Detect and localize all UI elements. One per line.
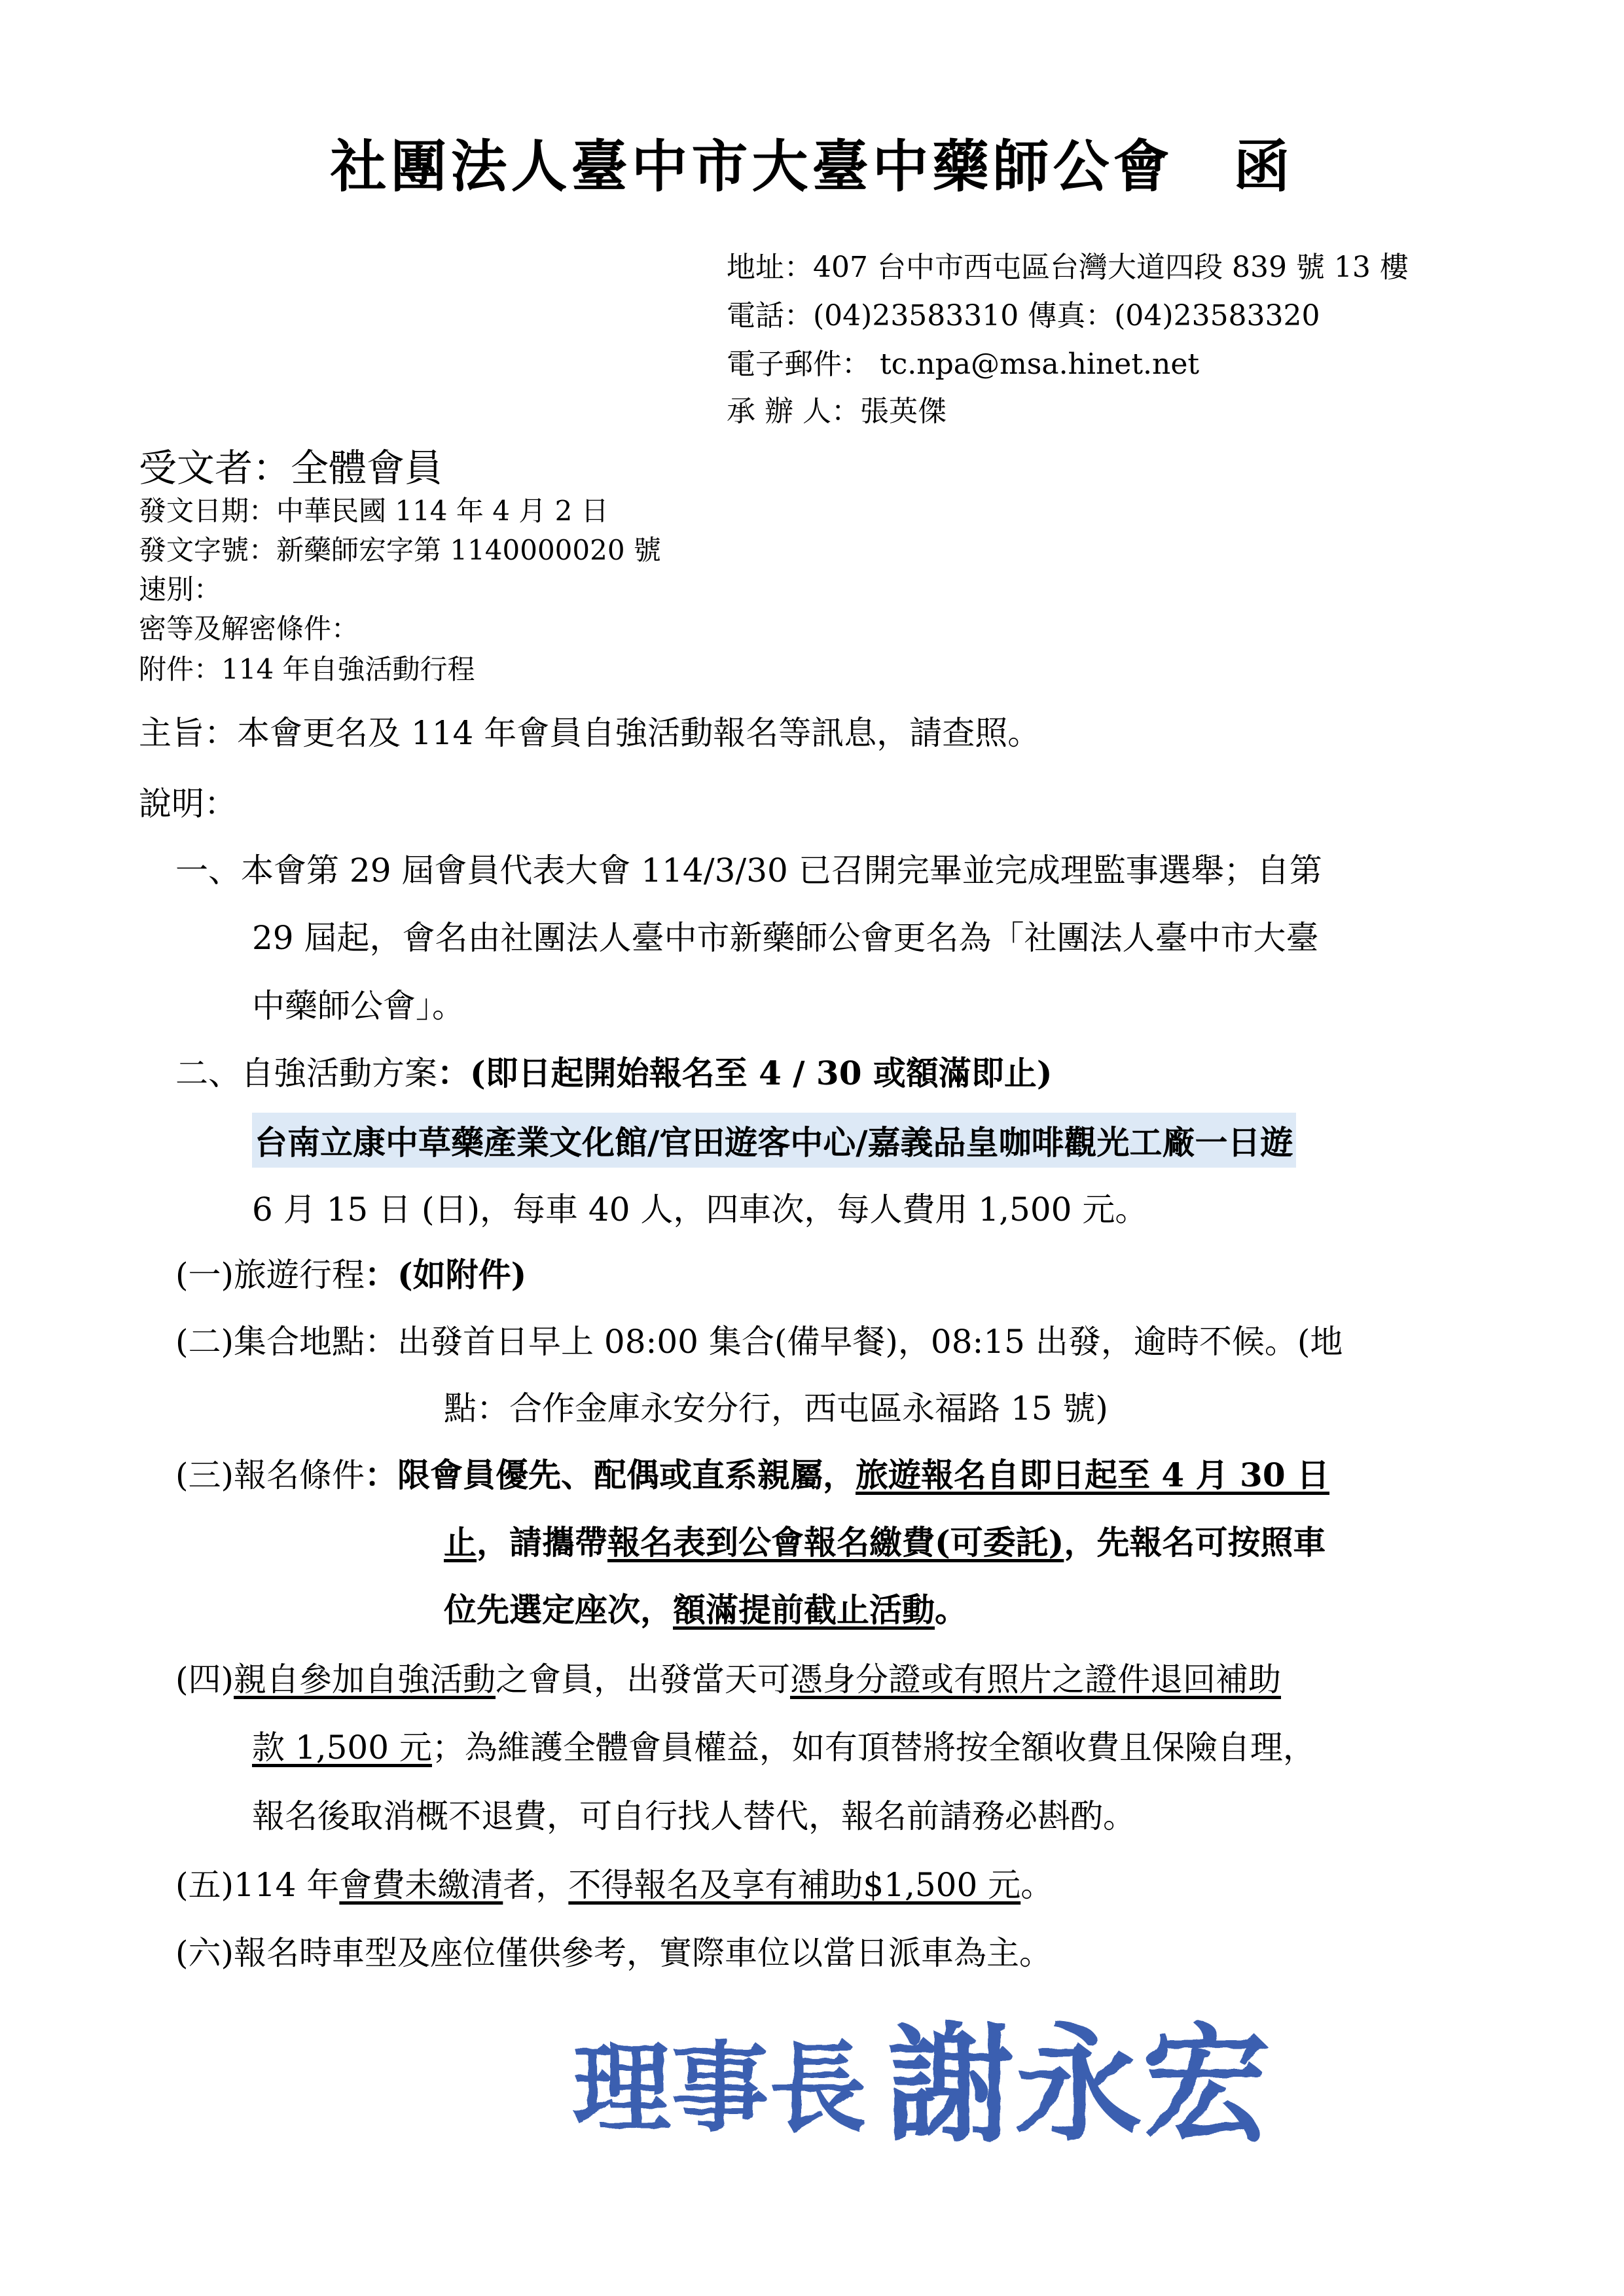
sub-item-2-line-2: 點：合作金庫永安分行，西屯區永福路 15 號)	[444, 1390, 1108, 1427]
sub-item-1	[175, 1249, 526, 1296]
seal-name-chars: 謝永宏	[887, 2013, 1270, 2150]
sub-3-l3-ul: 額滿提前截止活動	[673, 1590, 935, 1629]
item-2-prefix: 二、自強活動方案	[175, 1054, 437, 1092]
sub-4-l2-rest: ；為維護全體會員權益，如有頂替將按全額收費且保險自理，	[431, 1729, 1316, 1767]
sub-3-prefix: (三)報名條件	[175, 1456, 365, 1494]
subject-line: 主旨：本會更名及 114 年會員自強活動報名等訊息，請查照。	[139, 714, 1041, 752]
sub-3-l2-ul-1: 止	[444, 1523, 477, 1562]
item-1-line-2: 29 屆起，會名由社團法人臺中市新藥師公會更名為「社團法人臺中市大臺	[252, 919, 1319, 957]
sub-4-ul-2: 憑身分證或有照片之證件退回補助	[790, 1660, 1282, 1698]
sub-item-4-line-2	[252, 1721, 1316, 1768]
sub-3-bold-underline-1: 旅遊報名自即日起至 4 月 30 日	[856, 1456, 1330, 1494]
sub-item-5	[175, 1859, 1053, 1906]
recipient: 受文者：全體會員	[139, 446, 443, 490]
speed-class: 速別：	[139, 573, 222, 605]
email-line: 電子郵件： tc.npa@msa.hinet.net	[727, 348, 1200, 381]
sub-item-3-line-2	[444, 1516, 1326, 1564]
sub-3-l2-b-2: ，先報名可按照車	[1064, 1523, 1326, 1562]
sub-item-3-line-1	[175, 1449, 1329, 1496]
sub-5-prefix: (五)114 年	[175, 1866, 340, 1904]
document-title: 社團法人臺中市大臺中藥師公會 函	[330, 134, 1294, 200]
sub-item-2-line-1: (二)集合地點：出發首日早上 08:00 集合(備早餐)，08:15 出發，逾時不候。(地	[175, 1323, 1343, 1361]
issue-date: 發文日期：中華民國 114 年 4 月 2 日	[139, 495, 609, 527]
sub-4-mid: 之會員，出發當天可	[496, 1660, 791, 1698]
sub-5-mid: 者，	[503, 1866, 569, 1904]
document-number: 發文字號：新藥師宏字第 1140000020 號	[139, 534, 661, 566]
sub-item-3-line-3	[444, 1584, 967, 1631]
seal-title-chars: 理事長	[573, 2031, 868, 2146]
sub-3-l3-b-1: 位先選定座次，	[444, 1590, 673, 1629]
handler-line: 承 辦 人：張英傑	[727, 395, 947, 428]
address-line: 地址：407 台中市西屯區台灣大道四段 839 號 13 樓	[727, 251, 1409, 284]
sub-item-4-line-3: 報名後取消概不退費，可自行找人替代，報名前請務必斟酌。	[252, 1797, 1136, 1835]
item-2-line-1	[175, 1047, 1053, 1094]
item-2-line-3: 6 月 15 日 (日)，每車 40 人，四車次，每人費用 1,500 元。	[252, 1191, 1148, 1229]
item-1-line-3: 中藥師公會」。	[252, 987, 465, 1025]
sub-4-prefix: (四)	[175, 1660, 234, 1698]
sub-4-l2-ul: 款 1,500 元	[252, 1729, 432, 1767]
security-class: 密等及解密條件：	[139, 613, 359, 645]
sub-item-4-line-1	[175, 1653, 1281, 1700]
sub-3-bold-1: ：限會員優先、配偶或直系親屬，	[365, 1456, 856, 1494]
phone-line: 電話：(04)23583310 傳真：(04)23583320	[727, 299, 1320, 332]
attachment-line: 附件：114 年自強活動行程	[139, 653, 475, 685]
sub-3-l2-b-1: ，請攜帶	[477, 1523, 607, 1562]
sub-3-l3-b-2: 。	[935, 1590, 967, 1629]
item-1-line-1: 一、本會第 29 屆會員代表大會 114/3/30 已召開完畢並完成理監事選舉；自第	[175, 852, 1322, 889]
sub-5-ul-1: 會費未繳清	[339, 1866, 503, 1904]
item-2-period: ：(即日起開始報名至 4 / 30 或額滿即止)	[437, 1054, 1053, 1092]
sub-item-6: (六)報名時車型及座位僅供參考，實際車位以當日派車為主。	[175, 1934, 1053, 1972]
chairman-seal-stamp	[560, 2013, 1384, 2150]
trip-highlight: 台南立康中草藥產業文化館/官田遊客中心/嘉義品皇咖啡觀光工廠一日遊	[252, 1113, 1296, 1168]
sub-5-ul-2: 不得報名及享有補助$1,500 元	[568, 1866, 1021, 1904]
sub-3-l2-ul-2: 報名表到公會報名繳費(可委託)	[607, 1523, 1064, 1562]
explanation-label: 說明：	[139, 785, 237, 823]
sub-1-bold: ：(如附件)	[365, 1255, 527, 1294]
sub-4-ul-1: 親自參加自強活動	[234, 1660, 496, 1698]
sub-5-end: 。	[1020, 1866, 1054, 1904]
sub-1-prefix: (一)旅遊行程	[175, 1256, 365, 1294]
